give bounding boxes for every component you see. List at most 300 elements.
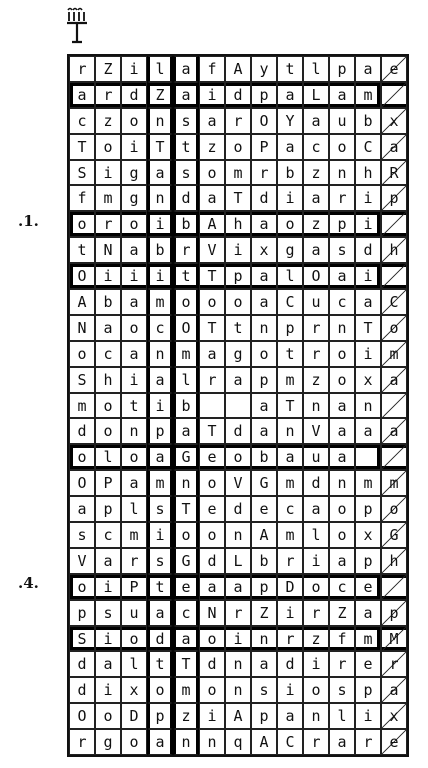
cell-letter: a bbox=[259, 422, 269, 441]
cell-letter: a bbox=[363, 59, 373, 78]
cell-letter: m bbox=[285, 370, 295, 389]
grid-cell bbox=[355, 470, 381, 496]
cell-letter: A bbox=[207, 215, 217, 234]
cell-letter: V bbox=[233, 474, 243, 493]
cell-letter: d bbox=[77, 422, 87, 441]
grid-cell bbox=[199, 444, 225, 470]
cell-letter: S bbox=[77, 629, 87, 648]
cell-letter: c bbox=[337, 577, 347, 596]
grid-cell bbox=[95, 651, 121, 677]
cell-letter: a bbox=[389, 422, 399, 441]
grid-cell bbox=[225, 289, 251, 315]
grid-cell bbox=[69, 211, 95, 237]
grid-cell bbox=[173, 237, 199, 263]
grid-cell bbox=[381, 393, 407, 419]
cell-letter: r bbox=[337, 655, 347, 674]
grid-cell bbox=[121, 211, 147, 237]
grid-cell bbox=[69, 134, 95, 160]
grid-cell bbox=[173, 289, 199, 315]
cell-letter: h bbox=[389, 551, 399, 570]
grid-cell bbox=[355, 237, 381, 263]
grid-cell bbox=[381, 315, 407, 341]
grid-cell bbox=[329, 108, 355, 134]
cell-letter: f bbox=[337, 629, 347, 648]
cell-letter: c bbox=[77, 111, 87, 130]
grid-cell bbox=[381, 626, 407, 652]
cell-letter: i bbox=[103, 629, 113, 648]
grid-cell bbox=[303, 341, 329, 367]
grid-cell bbox=[173, 703, 199, 729]
cell-letter: T bbox=[207, 318, 217, 337]
grid-cell bbox=[225, 108, 251, 134]
cell-letter: e bbox=[389, 59, 399, 78]
cell-letter: Y bbox=[285, 111, 295, 130]
cell-letter: p bbox=[363, 681, 373, 700]
cell-letter: o bbox=[103, 422, 113, 441]
grid-cell bbox=[199, 185, 225, 211]
cell-letter: i bbox=[155, 215, 165, 234]
grid-cell bbox=[199, 134, 225, 160]
grid-cell bbox=[329, 677, 355, 703]
grid-cell bbox=[303, 393, 329, 419]
sigil-glyph bbox=[62, 6, 92, 46]
cell-letter: a bbox=[311, 111, 321, 130]
grid-cell bbox=[225, 470, 251, 496]
cell-letter: o bbox=[337, 500, 347, 519]
cell-letter: p bbox=[259, 577, 269, 596]
cell-letter: y bbox=[259, 59, 269, 78]
grid-cell bbox=[173, 134, 199, 160]
grid-cell bbox=[121, 600, 147, 626]
cell-letter: i bbox=[363, 344, 373, 363]
cell-letter: x bbox=[363, 370, 373, 389]
grid-cell bbox=[355, 367, 381, 393]
grid-cell bbox=[95, 56, 121, 82]
cell-letter: s bbox=[155, 500, 165, 519]
diagonal-slash bbox=[382, 575, 406, 599]
grid-cell bbox=[355, 341, 381, 367]
grid-cell bbox=[355, 160, 381, 186]
cell-letter: b bbox=[103, 292, 113, 311]
grid-cell bbox=[329, 729, 355, 755]
grid-cell bbox=[355, 56, 381, 82]
grid-cell bbox=[173, 315, 199, 341]
cell-letter: a bbox=[337, 733, 347, 752]
cell-letter: o bbox=[207, 525, 217, 544]
cell-letter: o bbox=[181, 292, 191, 311]
cell-letter: o bbox=[233, 292, 243, 311]
grid-cell bbox=[277, 729, 303, 755]
grid-cell bbox=[381, 211, 407, 237]
cell-letter: Z bbox=[103, 59, 113, 78]
grid-cell bbox=[147, 160, 173, 186]
grid-cell bbox=[95, 574, 121, 600]
grid-cell bbox=[147, 703, 173, 729]
cell-letter: a bbox=[207, 577, 217, 596]
cell-letter: m bbox=[233, 163, 243, 182]
grid-cell bbox=[329, 341, 355, 367]
cell-letter: o bbox=[129, 448, 139, 467]
grid-cell bbox=[329, 134, 355, 160]
grid-cell bbox=[251, 444, 277, 470]
grid-cell bbox=[121, 496, 147, 522]
grid-cell bbox=[199, 315, 225, 341]
grid-cell bbox=[95, 108, 121, 134]
grid-cell bbox=[251, 574, 277, 600]
grid-cell bbox=[251, 393, 277, 419]
cell-letter: s bbox=[337, 681, 347, 700]
cell-letter: s bbox=[77, 525, 87, 544]
grid-cell bbox=[95, 263, 121, 289]
cell-letter: p bbox=[155, 422, 165, 441]
grid-cell bbox=[199, 393, 225, 419]
cell-letter: p bbox=[259, 85, 269, 104]
cell-letter: t bbox=[285, 59, 295, 78]
grid-cell bbox=[173, 56, 199, 82]
cell-letter: b bbox=[285, 163, 295, 182]
cell-letter: M bbox=[389, 629, 399, 648]
grid-cell bbox=[329, 367, 355, 393]
cell-letter: n bbox=[207, 733, 217, 752]
grid-cell bbox=[199, 56, 225, 82]
cell-letter: a bbox=[285, 707, 295, 726]
cell-letter: a bbox=[207, 111, 217, 130]
cell-letter: i bbox=[233, 241, 243, 260]
cell-letter: T bbox=[207, 267, 217, 286]
grid-cell bbox=[303, 160, 329, 186]
grid-cell bbox=[303, 211, 329, 237]
cell-letter: i bbox=[129, 267, 139, 286]
grid-cell bbox=[251, 289, 277, 315]
grid-cell bbox=[147, 444, 173, 470]
diagonal-slash bbox=[382, 212, 406, 236]
cell-letter: C bbox=[285, 733, 295, 752]
cell-letter: T bbox=[207, 422, 217, 441]
cell-letter: n bbox=[155, 344, 165, 363]
cell-letter: P bbox=[103, 474, 113, 493]
grid-cell bbox=[277, 56, 303, 82]
grid-cell bbox=[381, 341, 407, 367]
cell-letter: a bbox=[337, 85, 347, 104]
cell-letter: e bbox=[181, 577, 191, 596]
grid-cell bbox=[355, 211, 381, 237]
cell-letter: r bbox=[311, 344, 321, 363]
cell-letter: r bbox=[337, 189, 347, 208]
cell-letter: a bbox=[363, 422, 373, 441]
cell-letter: a bbox=[181, 629, 191, 648]
cell-letter: i bbox=[311, 655, 321, 674]
grid-cell bbox=[173, 444, 199, 470]
cell-letter: m bbox=[389, 474, 399, 493]
cell-letter: n bbox=[285, 422, 295, 441]
grid-cell bbox=[381, 185, 407, 211]
grid-cell bbox=[355, 82, 381, 108]
cell-letter: O bbox=[77, 707, 87, 726]
grid-cell bbox=[381, 651, 407, 677]
grid-cell bbox=[95, 548, 121, 574]
cell-letter: i bbox=[363, 267, 373, 286]
grid-cell bbox=[121, 108, 147, 134]
cell-letter: m bbox=[181, 344, 191, 363]
cell-letter: a bbox=[155, 163, 165, 182]
grid-cell bbox=[121, 651, 147, 677]
grid-cell bbox=[225, 703, 251, 729]
grid-cell bbox=[147, 315, 173, 341]
grid-cell bbox=[303, 134, 329, 160]
cell-letter: O bbox=[77, 474, 87, 493]
grid-cell bbox=[147, 211, 173, 237]
cell-letter: s bbox=[181, 163, 191, 182]
grid-cell bbox=[121, 56, 147, 82]
grid-cell bbox=[199, 600, 225, 626]
grid-cell bbox=[95, 289, 121, 315]
cell-letter: d bbox=[77, 681, 87, 700]
grid-cell bbox=[329, 82, 355, 108]
grid-cell bbox=[147, 289, 173, 315]
grid-cell bbox=[147, 729, 173, 755]
grid-cell bbox=[251, 237, 277, 263]
cell-letter: i bbox=[129, 137, 139, 156]
grid-cell bbox=[355, 444, 381, 470]
grid-cell bbox=[121, 185, 147, 211]
cell-letter: i bbox=[363, 189, 373, 208]
grid-cell bbox=[381, 56, 407, 82]
cell-letter: D bbox=[129, 707, 139, 726]
grid-cell bbox=[303, 729, 329, 755]
cell-letter: o bbox=[129, 733, 139, 752]
cell-letter: o bbox=[77, 577, 87, 596]
cell-letter: o bbox=[337, 525, 347, 544]
grid-cell bbox=[121, 341, 147, 367]
grid-cell bbox=[147, 82, 173, 108]
cell-letter: e bbox=[389, 733, 399, 752]
cell-letter: r bbox=[103, 85, 113, 104]
grid-cell bbox=[225, 82, 251, 108]
cell-letter: b bbox=[181, 215, 191, 234]
diagonal-slash bbox=[382, 445, 406, 469]
cell-letter: P bbox=[129, 577, 139, 596]
grid-cell bbox=[329, 418, 355, 444]
grid-cell bbox=[225, 393, 251, 419]
grid-cell bbox=[199, 496, 225, 522]
grid-cell bbox=[381, 263, 407, 289]
cell-letter: m bbox=[363, 85, 373, 104]
grid-cell bbox=[95, 237, 121, 263]
grid-cell bbox=[381, 496, 407, 522]
cell-letter: S bbox=[77, 163, 87, 182]
cell-letter: c bbox=[181, 603, 191, 622]
grid-cell bbox=[199, 574, 225, 600]
grid-cell bbox=[225, 574, 251, 600]
grid-cell bbox=[381, 600, 407, 626]
grid-cell bbox=[121, 418, 147, 444]
grid-cell bbox=[277, 703, 303, 729]
cell-letter: i bbox=[207, 707, 217, 726]
cell-letter: p bbox=[233, 267, 243, 286]
grid-cell bbox=[355, 496, 381, 522]
cell-letter: r bbox=[207, 370, 217, 389]
cell-letter: q bbox=[233, 733, 243, 752]
cell-letter: c bbox=[285, 500, 295, 519]
grid-cell bbox=[251, 82, 277, 108]
cell-letter: n bbox=[311, 396, 321, 415]
grid-cell bbox=[355, 729, 381, 755]
cell-letter: i bbox=[103, 577, 113, 596]
cell-letter: h bbox=[389, 241, 399, 260]
cell-letter: i bbox=[233, 629, 243, 648]
cell-letter: z bbox=[103, 111, 113, 130]
cell-letter: d bbox=[285, 655, 295, 674]
grid-cell bbox=[277, 548, 303, 574]
cell-letter: c bbox=[103, 344, 113, 363]
grid-cell bbox=[303, 470, 329, 496]
cell-letter: n bbox=[311, 707, 321, 726]
cell-letter: t bbox=[129, 396, 139, 415]
cell-letter: m bbox=[363, 474, 373, 493]
grid-cell bbox=[173, 108, 199, 134]
grid-cell bbox=[69, 496, 95, 522]
cell-letter: i bbox=[155, 525, 165, 544]
grid-cell bbox=[329, 160, 355, 186]
cell-letter: a bbox=[285, 448, 295, 467]
cell-letter: r bbox=[77, 59, 87, 78]
cell-letter: x bbox=[129, 681, 139, 700]
grid-cell bbox=[251, 677, 277, 703]
cell-letter: h bbox=[233, 215, 243, 234]
grid-cell bbox=[225, 211, 251, 237]
cell-letter: o bbox=[77, 448, 87, 467]
cell-letter: C bbox=[389, 292, 399, 311]
grid-cell bbox=[355, 393, 381, 419]
cell-letter: a bbox=[363, 292, 373, 311]
cell-letter: b bbox=[363, 111, 373, 130]
cell-letter: m bbox=[389, 344, 399, 363]
cell-letter: o bbox=[389, 318, 399, 337]
cell-letter: T bbox=[181, 655, 191, 674]
cell-letter: d bbox=[129, 85, 139, 104]
cell-letter: L bbox=[311, 85, 321, 104]
grid-cell bbox=[147, 367, 173, 393]
grid-cell bbox=[381, 418, 407, 444]
cell-letter: a bbox=[129, 292, 139, 311]
cell-letter: A bbox=[259, 525, 269, 544]
grid-cell bbox=[329, 470, 355, 496]
grid-cell bbox=[329, 548, 355, 574]
cell-letter: l bbox=[311, 525, 321, 544]
grid-cell bbox=[199, 729, 225, 755]
cell-letter: o bbox=[337, 137, 347, 156]
cell-letter: i bbox=[285, 681, 295, 700]
grid-cell bbox=[251, 185, 277, 211]
cell-letter: o bbox=[233, 448, 243, 467]
cell-letter: r bbox=[77, 733, 87, 752]
cell-letter: a bbox=[285, 85, 295, 104]
cell-letter: i bbox=[103, 163, 113, 182]
grid-cell bbox=[329, 185, 355, 211]
grid-cell bbox=[69, 56, 95, 82]
grid-cell bbox=[303, 522, 329, 548]
cell-letter: e bbox=[207, 500, 217, 519]
grid-cell bbox=[277, 600, 303, 626]
cell-letter: m bbox=[77, 396, 87, 415]
cell-letter: a bbox=[389, 370, 399, 389]
grid-cell bbox=[121, 237, 147, 263]
cell-letter: Z bbox=[259, 603, 269, 622]
cell-letter: m bbox=[285, 474, 295, 493]
cell-letter: e bbox=[207, 448, 217, 467]
grid-cell bbox=[329, 626, 355, 652]
cell-letter: s bbox=[103, 603, 113, 622]
grid-cell bbox=[303, 703, 329, 729]
grid-cell bbox=[251, 341, 277, 367]
grid-cell bbox=[225, 522, 251, 548]
cell-letter: r bbox=[181, 241, 191, 260]
cell-letter: d bbox=[207, 551, 217, 570]
cell-letter: a bbox=[207, 189, 217, 208]
cell-letter: T bbox=[155, 137, 165, 156]
cell-letter: o bbox=[129, 318, 139, 337]
grid-cell bbox=[303, 574, 329, 600]
cell-letter: u bbox=[311, 292, 321, 311]
cell-letter: p bbox=[155, 707, 165, 726]
cell-letter: l bbox=[311, 59, 321, 78]
grid-cell bbox=[121, 160, 147, 186]
grid-cell bbox=[173, 185, 199, 211]
grid-cell bbox=[121, 315, 147, 341]
grid-cell bbox=[225, 600, 251, 626]
grid-cell bbox=[251, 522, 277, 548]
cell-letter: p bbox=[337, 215, 347, 234]
grid-cell bbox=[147, 263, 173, 289]
cell-letter: N bbox=[207, 603, 217, 622]
cell-letter: a bbox=[129, 241, 139, 260]
cell-letter: l bbox=[337, 707, 347, 726]
grid-cell bbox=[95, 393, 121, 419]
grid-cell bbox=[69, 393, 95, 419]
cell-letter: a bbox=[311, 189, 321, 208]
cell-letter: t bbox=[181, 267, 191, 286]
cell-letter: n bbox=[233, 681, 243, 700]
cell-letter: C bbox=[363, 137, 373, 156]
grid-cell bbox=[329, 289, 355, 315]
cell-letter: A bbox=[77, 292, 87, 311]
cell-letter: c bbox=[103, 525, 113, 544]
cell-letter: n bbox=[233, 525, 243, 544]
cell-letter: a bbox=[181, 422, 191, 441]
cell-letter: z bbox=[311, 629, 321, 648]
grid-cell bbox=[225, 729, 251, 755]
cell-letter: n bbox=[155, 189, 165, 208]
cell-letter: u bbox=[311, 448, 321, 467]
grid-cell bbox=[251, 367, 277, 393]
grid-cell bbox=[95, 341, 121, 367]
grid-cell bbox=[147, 548, 173, 574]
cell-letter: p bbox=[259, 707, 269, 726]
grid-cell bbox=[95, 600, 121, 626]
cell-letter: d bbox=[363, 241, 373, 260]
grid-cell bbox=[303, 444, 329, 470]
grid-cell bbox=[277, 134, 303, 160]
grid-cell bbox=[251, 315, 277, 341]
cell-letter: r bbox=[363, 733, 373, 752]
cell-letter: a bbox=[389, 681, 399, 700]
grid-cell bbox=[355, 185, 381, 211]
grid-cell bbox=[199, 522, 225, 548]
grid-cell bbox=[95, 496, 121, 522]
cell-letter: r bbox=[233, 603, 243, 622]
grid-cell bbox=[355, 677, 381, 703]
grid-cell bbox=[303, 56, 329, 82]
